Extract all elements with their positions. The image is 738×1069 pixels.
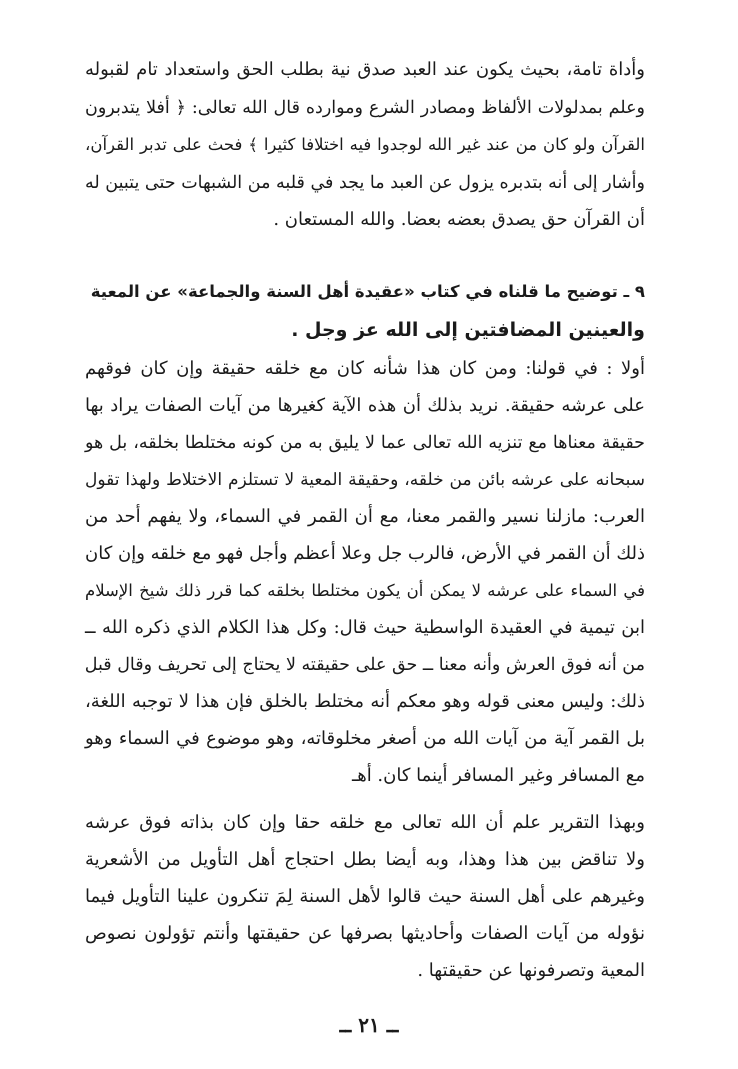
paragraph-3-line-5: المعية وتصرفونها عن حقيقتها . [417, 960, 645, 981]
paragraph-2-line-1: أولا : في قولنا: ومن كان هذا شأنه كان مع خلقه حقيقة وإن كان فوقهم [85, 358, 645, 379]
page-number-text: ــ ٢١ ــ [339, 1013, 399, 1037]
paragraph-2-line-5: العرب: مازلنا نسير والقمر معنا، مع أن القمر في السماء، ولا يفهم أحد من [85, 506, 645, 527]
paragraph-3-line-4: نؤوله من آيات الصفات وأحاديثها بصرفها عن حقيقتها وأنتم تؤولون نصوص [85, 923, 645, 944]
paragraph-1-line-5: أن القرآن حق يصدق بعضه بعضا. والله المستعان . [273, 209, 645, 230]
paragraph-1-line-4: وأشار إلى أنه بتدبره يزول عن العبد ما يجد في قلبه من الشبهات حتى يتبين له [85, 173, 645, 193]
section-heading-line-1: ٩ ـ توضيح ما قلناه في كتاب «عقيدة أهل السنة والجماعة» عن المعية [90, 282, 645, 301]
paragraph-2-line-9: من أنه فوق العرش وأنه معنا ــ حق على حقيقته لا يحتاج إلى تحريف وقال قبل [84, 655, 645, 675]
paragraph-2-line-3: حقيقة معناها مع تنزيه الله تعالى عما لا يليق به من كونه مختلطا بخلقه، بل هو [85, 433, 645, 453]
paragraph-3-line-2: ولا تناقض بين هذا وهذا، وبه أيضا بطل احتجاج أهل التأويل من الأشعرية [85, 849, 645, 870]
paragraph-2-line-7: في السماء على عرشه لا يمكن أن يكون مختلطا بخلقه كما قرر ذلك شيخ الإسلام [85, 581, 645, 600]
paragraph-3-line-3: وغيرهم على أهل السنة حيث قالوا لأهل السنة لِمَ تنكرون علينا التأويل فيما [85, 886, 645, 907]
page-number [0, 1013, 738, 1037]
paragraph-2-line-12: مع المسافر وغير المسافر أينما كان. أهـ [351, 765, 645, 786]
paragraph-2-line-4: سبحانه على عرشه بائن من خلقه، وحقيقة المعية لا تستلزم الاختلاط ولهذا تقول [85, 470, 645, 490]
paragraph-2-line-8: ابن تيمية في العقيدة الواسطية حيث قال: وكل هذا الكلام الذي ذكره الله ــ [85, 617, 645, 638]
paragraph-2-line-2: على عرشه حقيقة. نريد بذلك أن هذه الآية كغيرها من آيات الصفات يراد بها [85, 395, 645, 416]
paragraph-1-line-3: القرآن ولو كان من عند غير الله لوجدوا فيه اختلافا كثيرا ﴾ فحث على تدبر القرآن، [85, 135, 645, 154]
paragraph-1-line-2: وعلم بمدلولات الألفاظ ومصادر الشرع وموارده قال الله تعالى: ﴿ أفلا يتدبرون [85, 98, 645, 118]
section-heading-line-2: والعينين المضافتين إلى الله عز وجل . [291, 319, 645, 341]
paragraph-2-line-6: ذلك أن القمر في الأرض، فالرب جل وعلا أعظم وأجل فهو مع خلقه وإن كان [85, 543, 645, 564]
paragraph-3-line-1: وبهذا التقرير علم أن الله تعالى مع خلقه حقا وإن كان بذاته فوق عرشه [85, 812, 645, 833]
paragraph-2-line-10: ذلك: وليس معنى قوله وهو معكم أنه مختلط بالخلق فإن هذا لا توجبه اللغة، [85, 691, 645, 712]
paragraph-1-line-1: وأداة تامة، بحيث يكون عند العبد صدق نية بطلب الحق واستعداد تام لقبوله [85, 59, 645, 80]
paragraph-2-line-11: بل القمر آية من آيات الله من أصغر مخلوقاته، وهو موضوع في السماء وهو [85, 728, 645, 749]
